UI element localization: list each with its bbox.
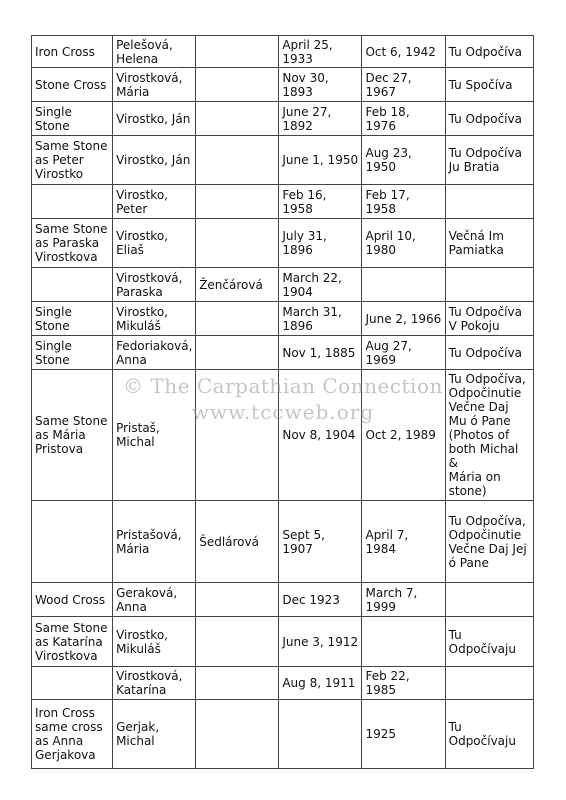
cell-text: Wood Cross: [35, 592, 106, 607]
watermark-url: www.tccweb.org: [191, 400, 375, 424]
birth-date-cell: [279, 268, 362, 302]
maiden-name-cell: [196, 185, 279, 219]
table-row: [32, 501, 534, 583]
table-row: [32, 185, 534, 219]
cell-text: Iron Cross same cross as Anna Gerjakova: [35, 706, 103, 762]
death-date-cell: [362, 185, 445, 219]
marker-type-cell: [32, 136, 113, 185]
cell-text: Gerjak, Michal: [116, 720, 160, 748]
inscription-cell: [445, 583, 533, 617]
death-date-cell: [362, 667, 445, 700]
table-row: [32, 36, 534, 68]
cell-text: Virostko, Mikuláš: [116, 304, 168, 333]
death-date-cell: [362, 336, 445, 370]
table-row: [32, 302, 534, 336]
marker-type-cell: [32, 302, 113, 336]
death-date-cell: [362, 583, 445, 617]
death-date-cell: [362, 68, 445, 102]
name-cell: [113, 501, 196, 583]
death-date-cell: [362, 219, 445, 268]
maiden-name-cell: [196, 219, 279, 268]
watermark-copyright: © The Carpathian Connection: [123, 374, 443, 398]
name-cell: [113, 617, 196, 667]
cell-text: March 22, 1904: [282, 270, 342, 299]
table-row: [32, 370, 534, 501]
cell-text: Pelešová, Helena: [116, 37, 173, 66]
maiden-name-cell: [196, 667, 279, 700]
cell-text: Pristašová, Mária: [116, 527, 182, 556]
table-row: [32, 68, 534, 102]
marker-type-cell: [32, 336, 113, 370]
cell-text: June 2, 1966: [365, 311, 442, 326]
cell-text: Tu Odpočívaju: [448, 627, 516, 656]
cell-text: Nov 1, 1885: [282, 345, 356, 360]
cell-text: Dec 27, 1967: [365, 70, 412, 99]
marker-type-cell: [32, 185, 113, 219]
cell-text: Tu Odpočíva: [448, 111, 522, 126]
maiden-name-cell: [196, 501, 279, 583]
cell-text: Virostková, Mária: [116, 70, 183, 99]
maiden-name-cell: [196, 370, 279, 501]
cell-text: March 31, 1896: [282, 304, 342, 333]
cell-text: Feb 17, 1958: [365, 187, 410, 216]
cell-text: Fedoriaková, Anna: [116, 338, 193, 367]
cell-text: Virostková, Katarína: [116, 669, 183, 697]
name-cell: [113, 185, 196, 219]
death-date-cell: [362, 700, 445, 769]
maiden-name-cell: [196, 583, 279, 617]
cell-text: Virostko, Mikuláš: [116, 627, 168, 656]
maiden-name-cell: [196, 336, 279, 370]
death-date-cell: [362, 302, 445, 336]
cell-text: Virostková, Paraska: [116, 270, 183, 299]
name-cell: [113, 102, 196, 136]
death-date-cell: [362, 501, 445, 583]
marker-type-cell: [32, 68, 113, 102]
cell-text: June 1, 1950: [282, 153, 359, 167]
name-cell: [113, 700, 196, 769]
cell-text: Feb 18, 1976: [365, 104, 410, 133]
birth-date-cell: [279, 102, 362, 136]
cell-text: Virostko, Peter: [116, 187, 168, 216]
cell-text: July 31, 1896: [282, 229, 327, 257]
name-cell: [113, 36, 196, 68]
table-row: [32, 583, 534, 617]
marker-type-cell: [32, 501, 113, 583]
inscription-cell: [445, 336, 533, 370]
cell-text: Pristaš, Michal: [116, 421, 160, 449]
table-row: [32, 136, 534, 185]
maiden-name-cell: [196, 68, 279, 102]
birth-date-cell: [279, 370, 362, 501]
cell-text: April 10, 1980: [365, 229, 416, 257]
name-cell: [113, 336, 196, 370]
cell-text: Nov 8, 1904: [282, 428, 356, 442]
cell-text: Single Stone: [35, 104, 72, 133]
cell-text: Tu Odpočíva, Odpočinutie Večne Daj Jej ó Pane: [448, 513, 527, 570]
death-date-cell: [362, 102, 445, 136]
cell-text: Sept 5, 1907: [282, 527, 325, 556]
name-cell: [113, 667, 196, 700]
birth-date-cell: [279, 302, 362, 336]
cell-text: Feb 22, 1985: [365, 669, 410, 697]
cell-text: Same Stone as Katarína Virostkova: [35, 620, 108, 663]
marker-type-cell: [32, 102, 113, 136]
cell-text: Same Stone as Paraska Virostkova: [35, 222, 108, 264]
cell-text: Single Stone: [35, 338, 72, 367]
cell-text: Tu Odpočíva, Odpočinutie Večne Daj Mu ó Pane (Photos of both Michal & Mária on stone): [448, 372, 526, 498]
inscription-cell: [445, 102, 533, 136]
death-date-cell: [362, 617, 445, 667]
inscription-cell: [445, 700, 533, 769]
marker-type-cell: [32, 667, 113, 700]
cell-text: Geraková, Anna: [116, 585, 178, 614]
birth-date-cell: [279, 336, 362, 370]
cell-text: Stone Cross: [35, 77, 107, 92]
inscription-cell: [445, 136, 533, 185]
cell-text: Same Stone as Peter Virostko: [35, 139, 108, 181]
birth-date-cell: [279, 700, 362, 769]
cell-text: Tu Odpočíva Ju Bratia: [448, 146, 522, 174]
birth-date-cell: [279, 185, 362, 219]
inscription-cell: [445, 302, 533, 336]
maiden-name-cell: [196, 136, 279, 185]
name-cell: [113, 268, 196, 302]
cell-text: Tu Odpočívaju: [448, 720, 516, 748]
table-row: [32, 219, 534, 268]
cell-text: Večná Im Pamiatka: [448, 229, 504, 257]
cell-text: Virostko, Eliaš: [116, 229, 168, 257]
inscription-cell: [445, 36, 533, 68]
maiden-name-cell: [196, 36, 279, 68]
maiden-name-cell: [196, 302, 279, 336]
table-body: [32, 36, 534, 769]
marker-type-cell: [32, 370, 113, 501]
death-date-cell: [362, 370, 445, 501]
cell-text: Aug 27, 1969: [365, 338, 412, 367]
birth-date-cell: [279, 583, 362, 617]
birth-date-cell: [279, 68, 362, 102]
inscription-cell: [445, 617, 533, 667]
table-row: [32, 700, 534, 769]
name-cell: [113, 136, 196, 185]
birth-date-cell: [279, 136, 362, 185]
cell-text: Oct 2, 1989: [365, 428, 436, 442]
cell-text: Tu Odpočíva V Pokoju: [448, 304, 522, 333]
inscription-cell: [445, 667, 533, 700]
inscription-cell: [445, 268, 533, 302]
table-row: [32, 102, 534, 136]
birth-date-cell: [279, 36, 362, 68]
cell-text: Tu Odpočíva: [448, 345, 522, 360]
cell-text: Tu Odpočíva: [448, 44, 522, 59]
cell-text: March 7, 1999: [365, 585, 418, 614]
maiden-name-cell: [196, 268, 279, 302]
cell-text: Virostko, Ján: [116, 111, 191, 126]
death-date-cell: [362, 36, 445, 68]
marker-type-cell: [32, 583, 113, 617]
cell-text: Aug 8, 1911: [282, 676, 356, 690]
birth-date-cell: [279, 219, 362, 268]
inscription-cell: [445, 370, 533, 501]
table-row: [32, 336, 534, 370]
death-date-cell: [362, 268, 445, 302]
marker-type-cell: [32, 219, 113, 268]
name-cell: [113, 370, 196, 501]
maiden-name-cell: [196, 102, 279, 136]
grave-records-table: [31, 35, 534, 769]
inscription-cell: [445, 68, 533, 102]
inscription-cell: [445, 219, 533, 268]
birth-date-cell: [279, 501, 362, 583]
cell-text: Oct 6, 1942: [365, 44, 436, 59]
marker-type-cell: [32, 268, 113, 302]
cell-text: Nov 30, 1893: [282, 70, 329, 99]
cell-text: Feb 16, 1958: [282, 187, 327, 216]
table-row: [32, 617, 534, 667]
cell-text: Ženčárová: [199, 277, 263, 292]
cell-text: June 3, 1912: [282, 634, 359, 649]
inscription-cell: [445, 185, 533, 219]
cell-text: Šedlárová: [199, 534, 259, 549]
marker-type-cell: [32, 700, 113, 769]
birth-date-cell: [279, 667, 362, 700]
name-cell: [113, 68, 196, 102]
marker-type-cell: [32, 36, 113, 68]
cell-text: Iron Cross: [35, 44, 95, 59]
marker-type-cell: [32, 617, 113, 667]
cell-text: June 27, 1892: [282, 104, 332, 133]
inscription-cell: [445, 501, 533, 583]
name-cell: [113, 302, 196, 336]
cell-text: 1925: [365, 727, 397, 741]
cell-text: Tu Spočíva: [448, 77, 513, 92]
table-row: [32, 667, 534, 700]
name-cell: [113, 219, 196, 268]
maiden-name-cell: [196, 700, 279, 769]
cell-text: April 25, 1933: [282, 37, 333, 66]
cell-text: Aug 23, 1950: [365, 146, 412, 174]
cell-text: Single Stone: [35, 304, 72, 333]
cell-text: Virostko, Ján: [116, 153, 191, 167]
death-date-cell: [362, 136, 445, 185]
cell-text: April 7, 1984: [365, 527, 409, 556]
maiden-name-cell: [196, 617, 279, 667]
table-row: [32, 268, 534, 302]
birth-date-cell: [279, 617, 362, 667]
name-cell: [113, 583, 196, 617]
cell-text: Same Stone as Mária Pristova: [35, 414, 108, 456]
cell-text: Dec 1923: [282, 592, 340, 607]
